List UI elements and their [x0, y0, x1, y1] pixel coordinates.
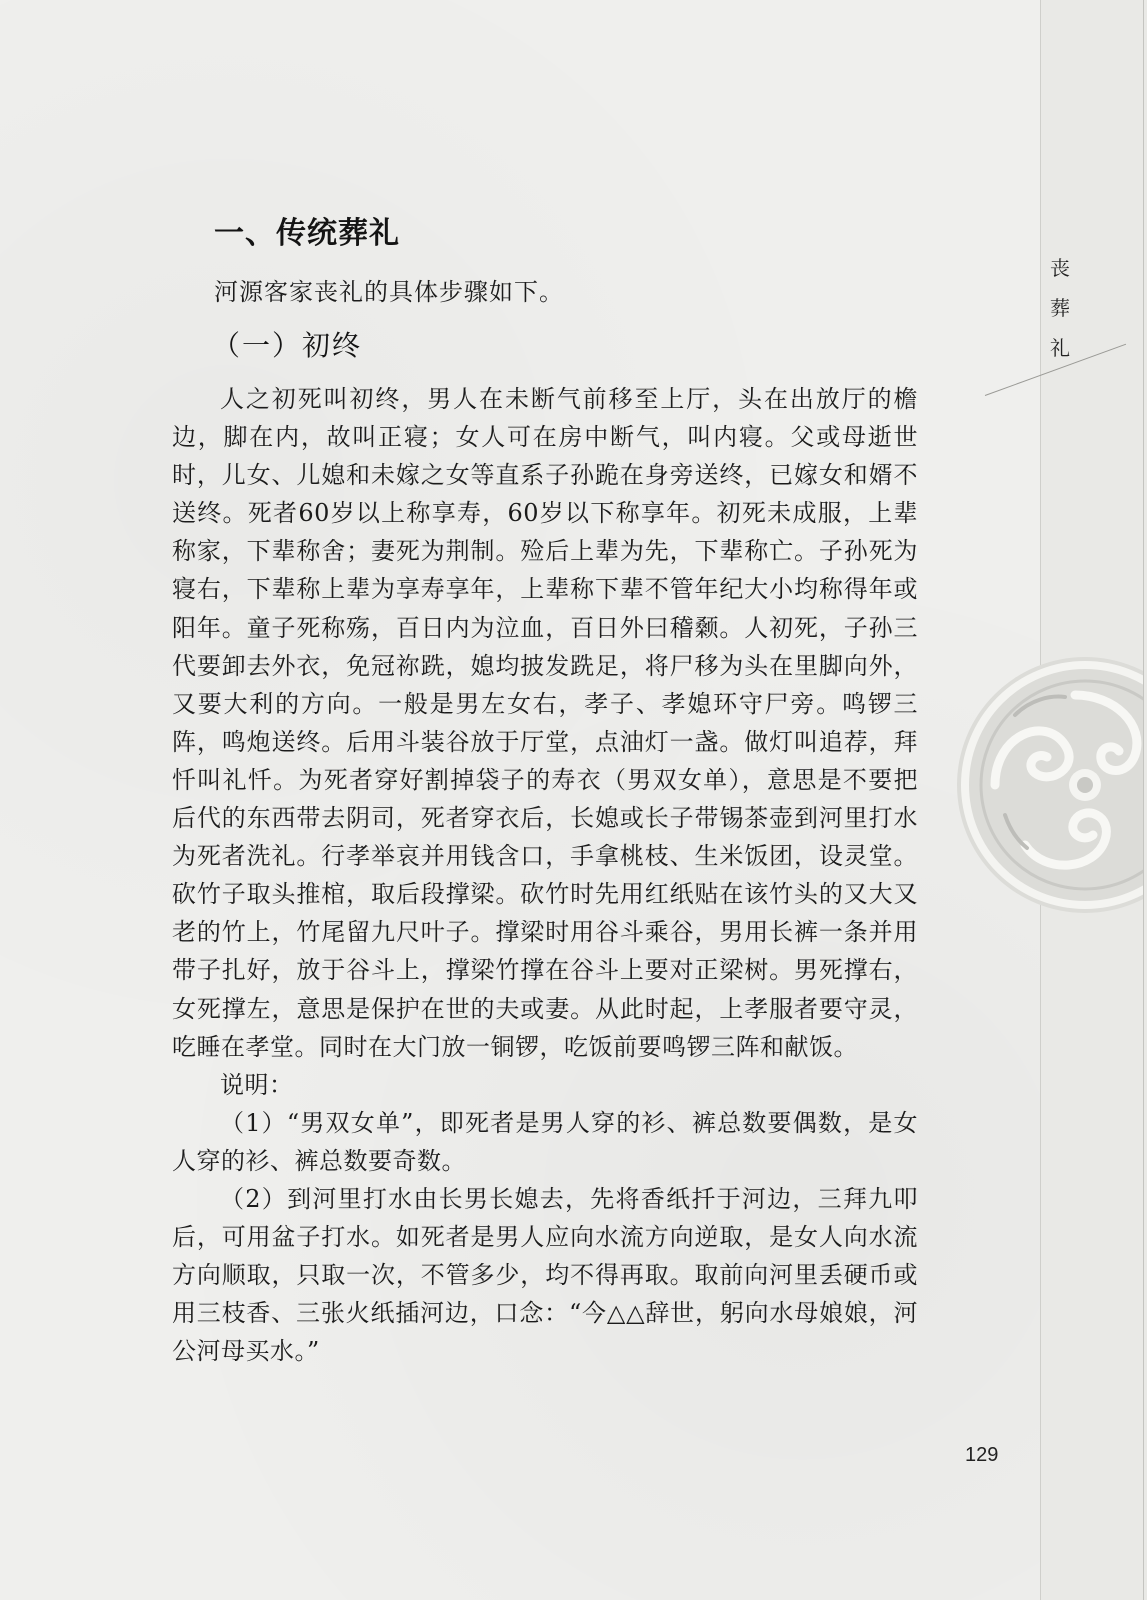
body-text: [172, 380, 918, 1370]
side-tab-char: 葬: [1050, 296, 1070, 320]
paragraph-note-title: 说明：: [220, 1070, 294, 1099]
ornament-icon: [955, 655, 1147, 915]
paragraph-note-2: （2）到河里打水由长男长媳去，先将香纸扦于河边，三拜九叩后，可用盆子打水。如死者是男人应向水流方向逆取，是女人向水流方向顺取，只取一次，不管多少，均不得再取。取前向河里丢硬币或用三枝香、三张火纸插河边，口念：“今△△辞世，躬向水母娘娘，河公河母买水。”: [172, 1184, 918, 1366]
page-number: 129: [965, 1444, 999, 1466]
paragraph-note-1: （1）“男双女单”，即死者是男人穿的衫、裤总数要偶数，是女人穿的衫、裤总数要奇数。: [172, 1108, 918, 1175]
chapter-side-tab: [1040, 248, 1080, 368]
paragraph-main: 人之初死叫初终，男人在未断气前移至上厅，头在出放厅的檐边，脚在内，故叫正寝；女人可在房中断气，叫内寝。父或母逝世时，儿女、儿媳和未嫁之女等直系子孙跪在身旁送终，已嫁女和婿不送终。死者60岁以上称享寿，60岁以下称享年。初死未成服，上辈称家，下辈称舍；妻死为荆制。殓后上辈为先，下辈称亡。子孙死为寝右，下辈称上辈为享寿享年，上辈称下辈不管年纪大小均称得年或阳年。童子死称殇，百日内为泣血，百日外曰稽颡。人初死，子孙三代要卸去外衣，免冠祢跣，媳均披发跣足，将尸移为头在里脚向外，又要大利的方向。一般是男左女右，孝子、孝媳环守尸旁。鸣锣三阵，鸣炮送终。后用斗装谷放于厅堂，点油灯一盏。做灯叫追荐，拜忏叫礼忏。为死者穿好割掉袋子的寿衣（男双女单），意思是不要把后代的东西带去阴司，死者穿衣后，长媳或长子带锡茶壶到河里打水为死者洗礼。行孝举哀并用钱含口，手拿桃枝、生米饭团，设灵堂。砍竹子取头推棺，取后段撑梁。砍竹时先用红纸贴在该竹头的又大又老的竹上，竹尾留九尺叶子。撑梁时用谷斗乘谷，男用长裤一条并用带子扎好，放于谷斗上，撑梁竹撑在谷斗上要对正梁树。男死撑右，女死撑左，意思是保护在世的夫或妻。从此时起，上孝服者要守灵，吃睡在孝堂。同时在大门放一铜锣，吃饭前要鸣锣三阵和献饭。: [172, 385, 918, 1061]
subsection-heading: （一）初终: [212, 329, 363, 362]
section-heading: 一、传统葬礼: [214, 216, 400, 251]
side-tab-char: 丧: [1050, 256, 1070, 280]
intro-line: 河源客家丧礼的具体步骤如下。: [214, 278, 564, 306]
side-tab-char: 礼: [1050, 336, 1070, 360]
